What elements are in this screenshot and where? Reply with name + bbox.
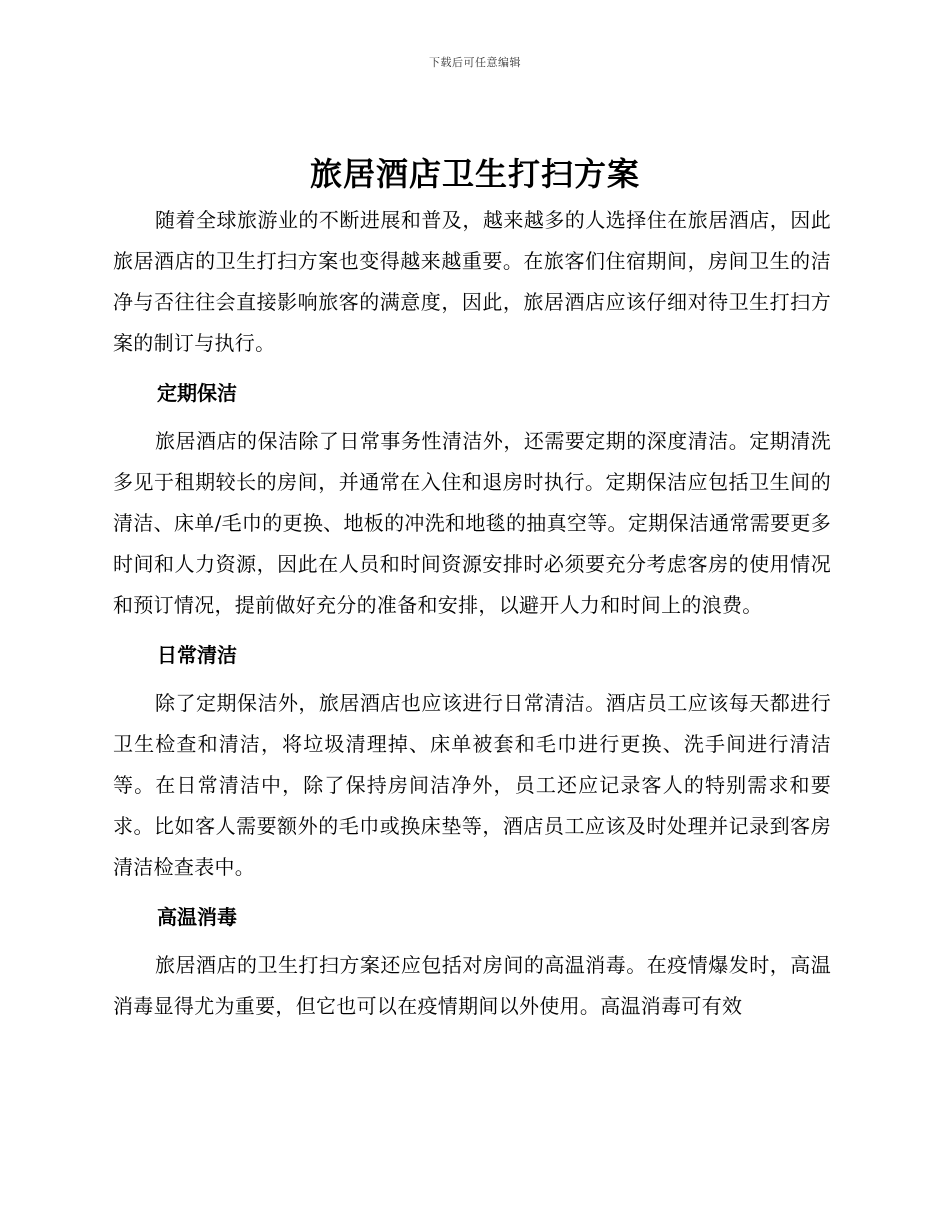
section-heading-daily-cleaning: 日常清洁 bbox=[157, 643, 237, 667]
document-title: 旅居酒店卫生打扫方案 bbox=[309, 155, 640, 193]
header-note: 下载后可任意编辑 bbox=[429, 56, 521, 69]
section-body-high-temp-disinfection: 旅居酒店的卫生打扫方案还应包括对房间的高温消毒。在疫情爆发时，高温消毒显得尤为重要，但它也可以在疫情期间以外使用。高温消毒可有效 bbox=[113, 953, 831, 1018]
section-body-daily-cleaning: 除了定期保洁外，旅居酒店也应该进行日常清洁。酒店员工应该每天都进行卫生检查和清洁，将垃圾清理掉、床单被套和毛巾进行更换、洗手间进行清洁等。在日常清洁中，除了保持房间洁净外，员工还应记录客人的特别需求和要求。比如客人需要额外的毛巾或换床垫等，酒店员工应该及时处理并记录到客房清洁检查表中。 bbox=[113, 691, 831, 879]
intro-paragraph: 随着全球旅游业的不断进展和普及，越来越多的人选择住在旅居酒店，因此旅居酒店的卫生打扫方案也变得越来越重要。在旅客们住宿期间，房间卫生的洁净与否往往会直接影响旅客的满意度，因此，旅居酒店应该仔细对待卫生打扫方案的制订与执行。 bbox=[113, 208, 831, 355]
document-body bbox=[113, 200, 831, 1027]
section-heading-periodic-cleaning: 定期保洁 bbox=[157, 381, 237, 405]
section-body-periodic-cleaning: 旅居酒店的保洁除了日常事务性清洁外，还需要定期的深度清洁。定期清洗多见于租期较长的房间，并通常在入住和退房时执行。定期保洁应包括卫生间的清洁、床单/毛巾的更换、地板的冲洗和地毯的抽真空等。定期保洁通常需要更多时间和人力资源，因此在人员和时间资源安排时必须要充分考虑客房的使用情况和预订情况，提前做好充分的准备和安排，以避开人力和时间上的浪费。 bbox=[113, 429, 831, 617]
section-heading-high-temp-disinfection: 高温消毒 bbox=[157, 905, 237, 929]
